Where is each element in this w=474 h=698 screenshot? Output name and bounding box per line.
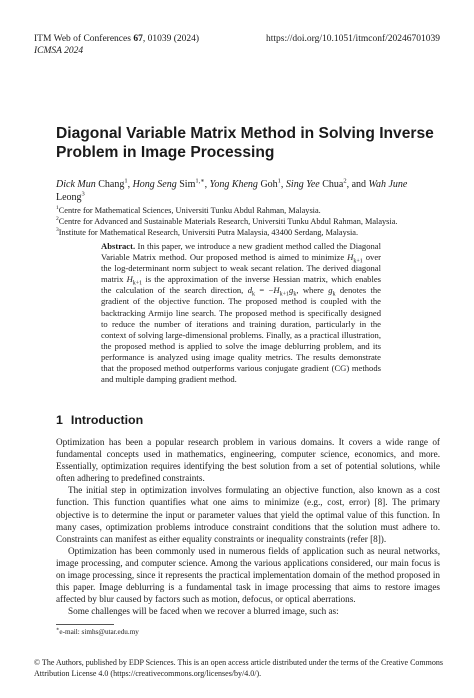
journal-citation: ITM Web of Conferences 67, 01039 (2024): [34, 34, 200, 44]
paragraph: Some challenges will be faced when we recover a blurred image, such as:: [68, 606, 339, 617]
affiliation: $^3$Institute for Mathematical Research, Universiti Putra Malaysia, 43400 Serdang, Malaysia.: [56, 227, 359, 237]
abstract-label: Abstract.: [101, 241, 136, 251]
author: Sing Yee Chua$^2$: [285, 177, 347, 190]
conference-name: ICMSA 2024: [34, 46, 84, 56]
paragraph: The initial step in optimization involves formulating an objective function, also known as a cost function. This function quantifies what one aims to minimize (e.g., cost, error) [8]. The primary objective is to determine the input or parameter values that yield the optimal value of this function. In many cases, optimization problems introduce constraint conditions that the solution must adhere to. Constraints can manifest as either equality constraints or inequality constraints (refer [8]).: [56, 485, 440, 544]
doi-link[interactable]: https://doi.org/10.1051/itmconf/20246701039: [266, 34, 440, 44]
footnote: ∗e-mail: simhs@utar.edu.my: [56, 627, 139, 636]
affiliation: $^2$Centre for Advanced and Sustainable Materials Research, Universiti Tunku Abdul Rahman, Malaysia.: [56, 216, 398, 226]
license-footer: © The Authors, published by EDP Sciences. This is an open access article distributed under the terms of the Creative Commons Attribution License 4.0 (https://creativecommons.org/licenses/by/4.0/).: [34, 658, 443, 678]
body-text: [56, 436, 440, 617]
paragraph: Optimization has been a popular research problem in various domains. It covers a wide range of fundamental concepts used in mathematics, engineering, computer science, economics, and more. Essentially, optimization requires identifying the best solution from a set of potential solutions, while often adhering to predefined constraints.: [56, 437, 440, 484]
affiliations: [56, 205, 444, 238]
journal-volume: 67: [133, 34, 143, 44]
affiliation: $^1$Centre for Mathematical Sciences, Universiti Tunku Abdul Rahman, Malaysia.: [56, 205, 321, 215]
footnote-rule: [56, 624, 114, 625]
abstract: Abstract. In this paper, we introduce a new gradient method called the Diagonal Variable Matrix method. Our proposed method is aimed to minimize $H_{k+1}$ over the log-determinant norm subject to weak secant relation. The derived diagonal matrix $H_{k+1}$ is the approximation of the inverse Hessian matrix, which enables the calculation of the search direction, $d_k = -H_{k+1}g_k$, where $g_k$ denotes the gradient of the objective function. The proposed method is coupled with the backtracking Armijo line search. The proposed method is specifically designed to reduce the number of iterations and training duration, particularly in the context of solving large-dimensional problems. Finally, as a practical illustration, the proposed method is applied to solve the image deblurring problem, and its performance is analyzed using image quality metrics. The results demonstrate that the proposed method outperforms various conjugate gradient (CG) methods and multiple damping gradient method.: [101, 241, 382, 385]
paragraph: Optimization has been commonly used in numerous fields of application such as neural networks, image processing, and computer science. Among the various applications considered, our main focus is on image processing, since it represents the practical implementation domain of the method proposed in this paper. Image deblurring is a fundamental task in image processing that aims to restore images affected by blur caused by factors such as motion, defocus, or optical aberrations.: [56, 545, 440, 605]
author-list: Dick Mun Chang$^1$, Hong Seng Sim$^{1,∗}$, Yong Kheng Goh$^1$, Sing Yee Chua$^2$, and Wah June Leong$^3$: [56, 177, 408, 203]
section-heading: 1 Introduction: [56, 413, 144, 427]
author: Wah June Leong$^3$: [56, 179, 408, 203]
author: Hong Seng Sim$^{1,∗}$: [132, 177, 205, 190]
author: Yong Kheng Goh$^1$: [209, 177, 281, 190]
paper-title: Diagonal Variable Matrix Method in Solving Inverse Problem in Image Processing: [56, 125, 434, 161]
running-header: [34, 33, 440, 57]
author: Dick Mun Chang$^1$: [56, 177, 128, 190]
